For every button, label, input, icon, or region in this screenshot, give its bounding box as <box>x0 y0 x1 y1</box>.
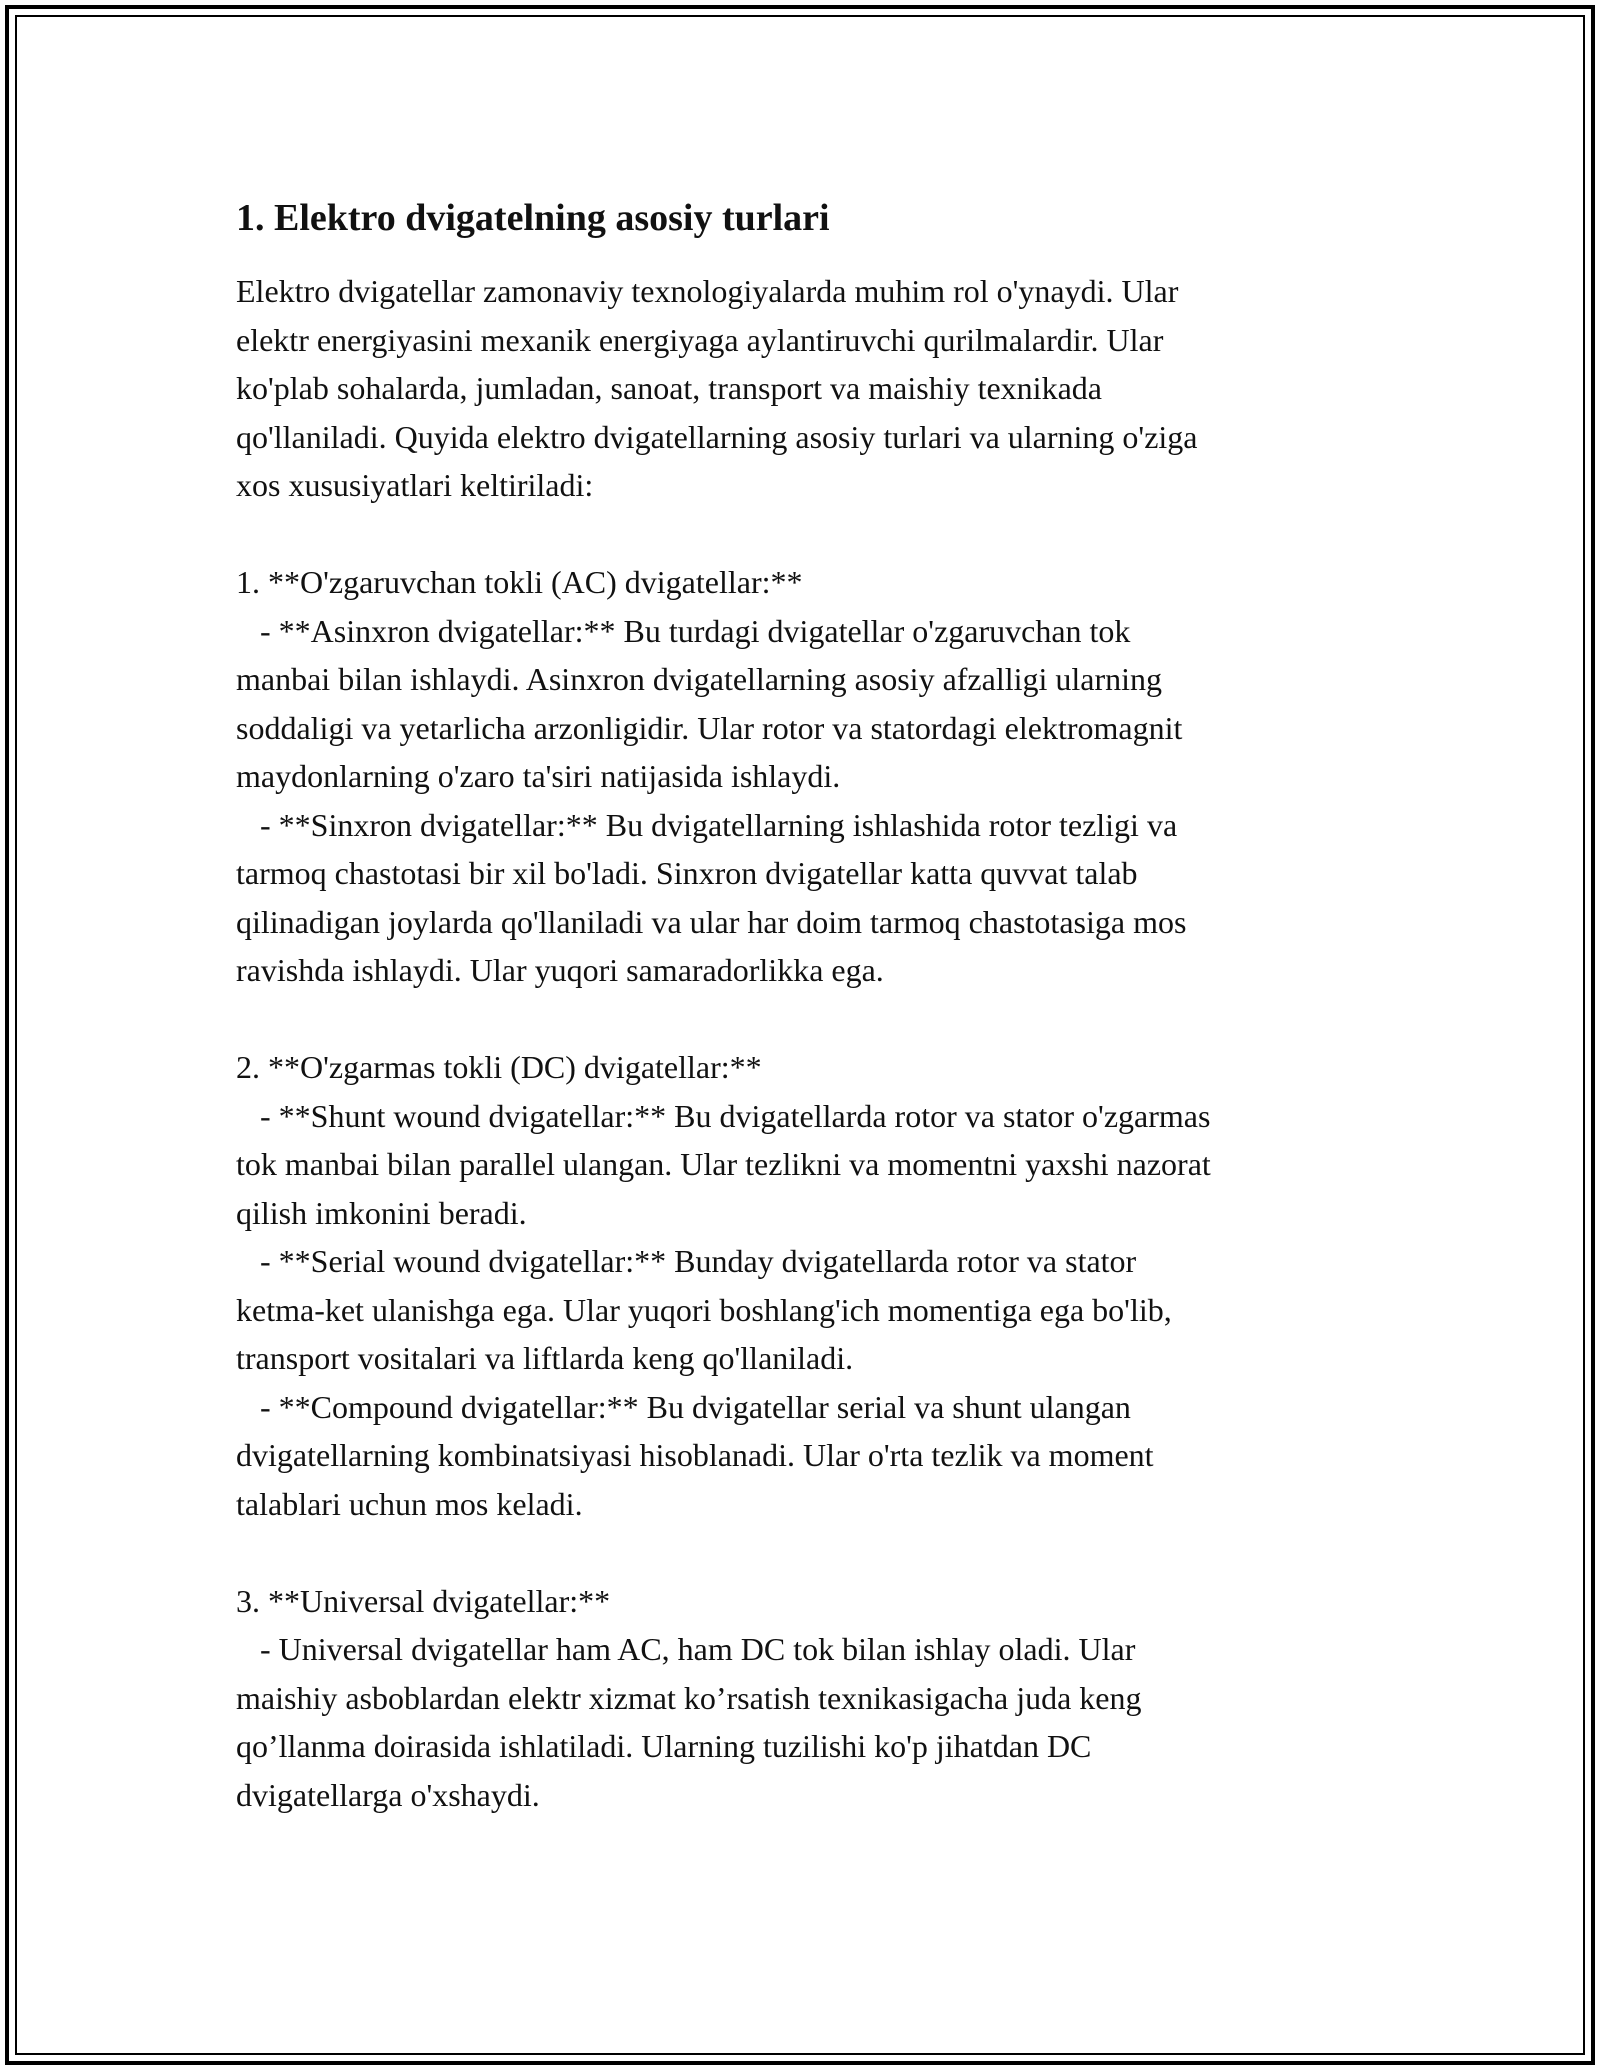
section-dc-motors <box>236 1043 1356 1528</box>
document-title: 1. Elektro dvigatelning asosiy turlari <box>236 197 830 239</box>
section-heading: 1. **O'zgaruvchan tokli (AC) dvigatellar:** <box>236 564 803 600</box>
document-body <box>236 182 1356 1819</box>
section-item: - **Shunt wound dvigatellar:** Bu dvigatellarda rotor va stator o'zgarmas tok manbai bilan parallel ulangan. Ular tezlikni va momentni yaxshi nazorat qilish imkonini beradi. <box>236 1097 1211 1231</box>
intro-paragraph: Elektro dvigatellar zamonaviy texnologiyalarda muhim rol o'ynaydi. Ular elektr energiyasini mexanik energiyaga aylantiruvchi qurilmalardir. Ular ko'plab sohalarda, jumladan, sanoat, transport va maishiy texnikada qo'llaniladi. Quyida elektro dvigatellarning asosiy turlari va ularning o'ziga xos xususiyatlari keltiriladi: <box>236 273 1198 503</box>
section-item: - Universal dvigatellar ham AC, ham DC tok bilan ishlay oladi. Ular maishiy asboblardan elektr xizmat ko’rsatish texnikasigacha juda keng qo’llanma doirasida ishlatiladi. Ularning tuzilishi ko'p jihatdan DC dvigatellarga o'xshaydi. <box>236 1631 1142 1813</box>
section-item: - **Serial wound dvigatellar:** Bunday dvigatellarda rotor va stator ketma-ket ulanishga ega. Ular yuqori boshlang'ich momentiga ega bo'lib, transport vositalari va liftlarda keng qo'llaniladi. <box>236 1243 1172 1376</box>
section-item: - **Asinxron dvigatellar:** Bu turdagi dvigatellar o'zgaruvchan tok manbai bilan ishlaydi. Asinxron dvigatellarning asosiy afzalligi ularning soddaligi va yetarlicha arzonligidir. Ular rotor va statordagi elektromagnit maydonlarning o'zaro ta'siri natijasida ishlaydi. <box>236 612 1183 794</box>
section-heading: 3. **Universal dvigatellar:** <box>236 1582 611 1619</box>
section-universal-motors <box>236 1577 1356 1820</box>
section-ac-motors <box>236 558 1356 995</box>
section-item: - **Compound dvigatellar:** Bu dvigatellar serial va shunt ulangan dvigatellarning kombinatsiyasi hisoblanadi. Ular o'rta tezlik va moment talablari uchun mos keladi. <box>236 1388 1154 1522</box>
section-heading: 2. **O'zgarmas tokli (DC) dvigatellar:** <box>236 1049 762 1085</box>
section-item: - **Sinxron dvigatellar:** Bu dvigatellarning ishlashida rotor tezligi va tarmoq chastotasi bir xil bo'ladi. Sinxron dvigatellar katta quvvat talab qilinadigan joylarda qo'llaniladi va ular har doim tarmoq chastotasiga mos ravishda ishlaydi. Ular yuqori samaradorlikka ega. <box>236 806 1187 988</box>
